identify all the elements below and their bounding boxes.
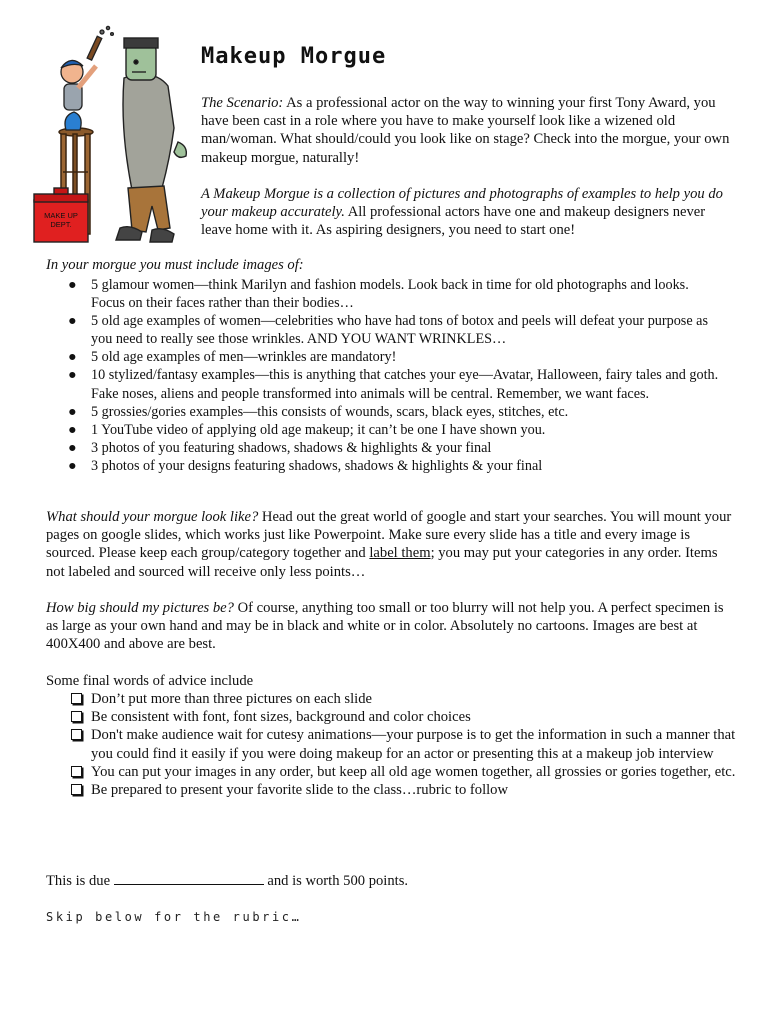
list-item (46, 366, 726, 402)
requirement-text: 1 YouTube video of applying old age makeup; it can’t be one I have shown you. (91, 421, 546, 438)
scenario-paragraph (201, 94, 731, 167)
checkbox-icon (71, 766, 82, 777)
bullet-icon: ● (68, 367, 77, 384)
list-item (46, 690, 736, 708)
list-item (46, 439, 726, 457)
list-item (46, 312, 726, 348)
list-item (46, 276, 726, 312)
checkbox-icon (71, 784, 82, 795)
morgue-look-text-after: ; you may put your categories in any order. Items not labeled and sourced will receive only less points… (46, 545, 718, 580)
list-item (46, 726, 736, 762)
requirements-heading: In your morgue you must include images of: (46, 257, 304, 273)
checkbox-icon (71, 711, 82, 722)
bullet-icon: ● (68, 457, 77, 474)
box-label-line1: MAKE UP (44, 211, 78, 220)
picture-size-label: How big should my pictures be? (46, 600, 234, 616)
requirement-text: 5 old age examples of women—celebrities who have had tons of botox and peels will defeat your purpose as you need to really see those wrinkles. AND YOU WANT WRINKLES… (91, 313, 708, 348)
due-text-after: and is worth 500 points. (263, 873, 409, 889)
checkbox-icon (71, 693, 82, 704)
requirement-text: 3 photos of your designs featuring shadows, shadows & highlights & your final (91, 457, 543, 474)
bullet-icon: ● (68, 421, 77, 438)
advice-heading: Some final words of advice include (46, 673, 254, 689)
picture-size-paragraph (46, 599, 736, 654)
list-item (46, 348, 726, 366)
advice-text: Be consistent with font, font sizes, background and color choices (91, 709, 471, 726)
advice-text: Don’t put more than three pictures on each slide (91, 691, 372, 707)
label-them-underlined: label them (369, 545, 431, 562)
requirement-text: 3 photos of you featuring shadows, shadows & highlights & your final (91, 439, 492, 456)
bullet-icon: ● (68, 403, 77, 420)
morgue-look-paragraph (46, 508, 736, 581)
requirement-text: 10 stylized/fantasy examples—this is anything that catches your eye—Avatar, Halloween, fairy tales and goth. Fake noses, aliens and people transformed into animals will be central. Remember, we want faces. (91, 367, 719, 402)
definition-text: All professional actors have one and makeup designers never leave home with it. As aspiring designers, you need to start one! (201, 204, 706, 239)
list-item (46, 421, 726, 439)
makeup-box-icon (34, 188, 88, 242)
list-item (46, 781, 736, 799)
definition-paragraph (201, 185, 731, 240)
bullet-icon: ● (68, 349, 77, 366)
morgue-look-text: Head out the great world of google and start your searches. You will mount your pages on google slides, which works just like Powerpoint. Make sure every slide has a title and every image is sourced. Please keep each group/category together and (46, 509, 732, 562)
requirement-text: 5 glamour women—think Marilyn and fashion models. Look back in time for old photographs and looks. Focus on their faces rather than their bodies… (91, 277, 689, 312)
requirements-list (46, 276, 726, 475)
due-text-before: This is due (46, 873, 114, 889)
requirement-text: 5 grossies/gories examples—this consists of wounds, scars, black eyes, stitches, etc. (91, 403, 569, 420)
bullet-icon: ● (68, 277, 77, 293)
advice-text: Be prepared to present your favorite slide to the class…rubric to follow (91, 782, 509, 799)
bullet-icon: ● (68, 313, 77, 330)
page-title: Makeup Morgue (201, 44, 387, 69)
monster-icon (116, 38, 186, 242)
list-item (46, 457, 726, 475)
advice-text: You can put your images in any order, but keep all old age women together, all grossies or gories together, etc. (91, 763, 736, 780)
box-label-line2: DEPT. (50, 220, 72, 229)
morgue-look-label: What should your morgue look like? (46, 509, 259, 525)
scenario-label: The Scenario: (201, 95, 284, 111)
list-item (46, 763, 736, 781)
due-date-blank (114, 872, 264, 885)
list-item (46, 403, 726, 421)
checkbox-icon (71, 729, 82, 740)
picture-size-text: Of course, anything too small or too blurry will not help you. A perfect specimen is as large as your own hand and may be in black and white or in color. Absolutely no cartoons. Images are best at 400X400 and above are best. (46, 600, 724, 653)
makeup-artist-icon (61, 26, 113, 130)
requirement-text: 5 old age examples of men—wrinkles are mandatory! (91, 349, 397, 366)
list-item (46, 708, 736, 726)
advice-list (46, 690, 736, 799)
skip-to-rubric-note: Skip below for the rubric… (46, 910, 302, 924)
advice-text: Don't make audience wait for cutesy animations—your purpose is to get the information in such a manner that you could find it easily if you were doing makeup for an actor or presenting this at a makeup job interview (91, 727, 736, 762)
bullet-icon: ● (68, 439, 77, 456)
definition-italic: A Makeup Morgue is a collection of pictures and photographs of examples to help you do your makeup accurately. (201, 186, 723, 221)
due-date-line (46, 872, 408, 890)
makeup-artist-illustration (28, 22, 204, 254)
scenario-text: As a professional actor on the way to winning your first Tony Award, you have been cast in a role where you have to make yourself look like a wizened old man/woman. What should/could you look like on stage? Check into the morgue, your own makeup morgue, naturally! (201, 95, 730, 166)
